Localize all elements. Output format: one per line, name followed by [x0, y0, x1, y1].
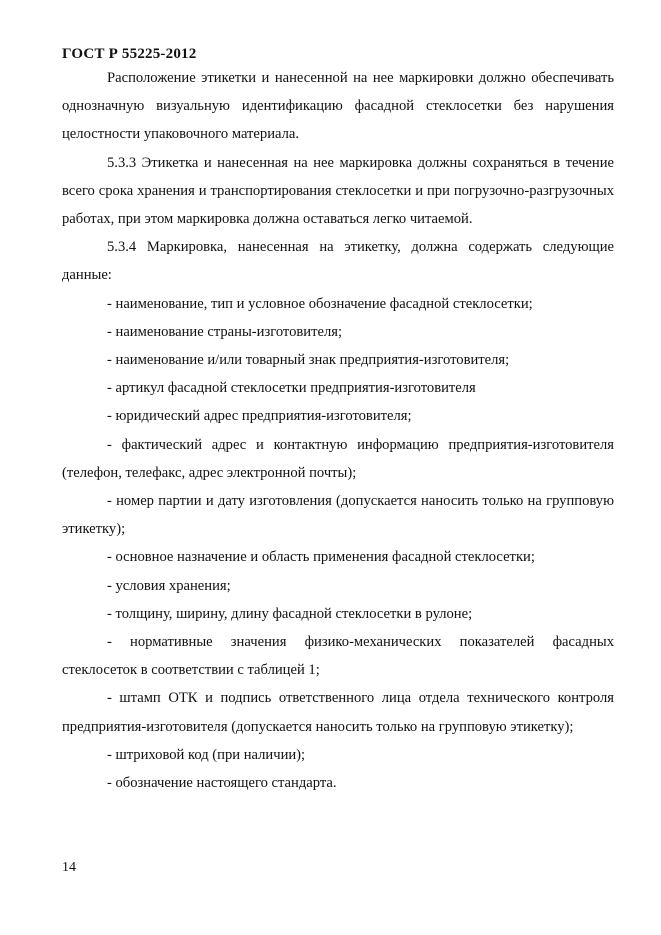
list-item: - обозначение настоящего стандарта. [107, 775, 337, 792]
list-item: - наименование и/или товарный знак предприятия-изготовителя; [107, 352, 510, 369]
list-item: - наименование, тип и условное обозначение фасадной стеклосетки; [107, 295, 533, 312]
paragraph-label-placement: Расположение этикетки и нанесенной на нее маркировки должно обеспечивать однозначную визуальную идентификацию фасадной стеклосетки без нарушения целостности упаковочного материала. [62, 70, 614, 143]
list-item: - штриховой код (при наличии); [107, 746, 306, 763]
list-item: - номер партии и дату изготовления (допускается наносить только на групповую этикетку); [62, 493, 614, 538]
list-item: - наименование страны-изготовителя; [107, 323, 343, 340]
list-item: - основное назначение и область применения фасадной стеклосетки; [107, 549, 535, 566]
standard-header: ГОСТ Р 55225-2012 [62, 46, 197, 62]
list-item: - юридический адрес предприятия-изготовителя; [107, 408, 412, 425]
list-item: - фактический адрес и контактную информацию предприятия-изготовителя (телефон, телефакс, адрес электронной почты); [62, 436, 614, 481]
list-item: - штамп ОТК и подпись ответственного лица отдела технического контроля предприятия-изготовителя (допускается наносить только на групповую этикетку); [62, 690, 614, 735]
list-item: - нормативные значения физико-механических показателей фасадных стеклосеток в соответствии с таблицей 1; [62, 634, 614, 679]
list-item: - толщину, ширину, длину фасадной стеклосетки в рулоне; [107, 605, 473, 622]
paragraph-5-3-3: 5.3.3 Этикетка и нанесенная на нее маркировка должны сохраняться в течение всего срока хранения и транспортирования стеклосетки и при погрузочно-разгрузочных работах, при этом маркировка должна оставаться легко читаемой. [62, 154, 614, 228]
page-number: 14 [62, 860, 76, 875]
list-item: - артикул фасадной стеклосетки предприятия-изготовителя [107, 380, 476, 397]
list-item: - условия хранения; [107, 577, 231, 594]
document-body [62, 64, 614, 797]
paragraph-5-3-4: 5.3.4 Маркировка, нанесенная на этикетку, должна содержать следующие данные: [62, 239, 614, 284]
